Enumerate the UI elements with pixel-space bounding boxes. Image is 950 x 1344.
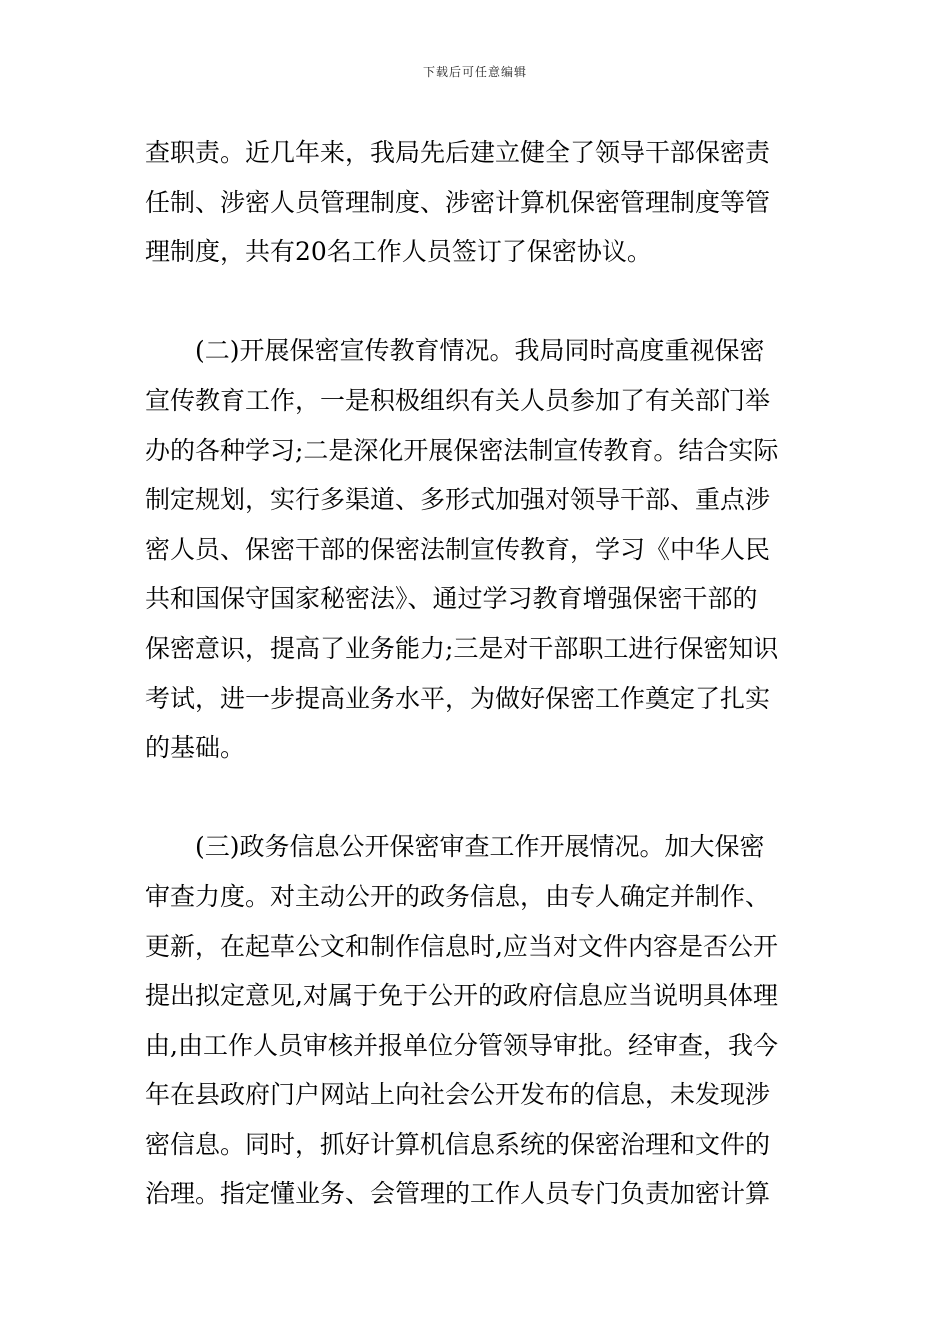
text-line: 宣传教育工作，一是积极组织有关人员参加了有关部门举 [145,385,771,415]
text-line: 考试，进一步提高业务水平，为做好保密工作奠定了扎实 [145,683,771,713]
text-line: 共和国保守国家秘密法》、通过学习教育增强保密干部的 [145,584,758,614]
text-line: 年在县政府门户网站上向社会公开发布的信息，未发现涉 [145,1080,771,1110]
text-line: 更新，在起草公文和制作信息时,应当对文件内容是否公开 [145,931,778,961]
text-line: 制定规划，实行多渠道、多形式加强对领导干部、重点涉 [145,485,771,515]
text-line: 治理。指定懂业务、会管理的工作人员专门负责加密计算 [145,1179,771,1209]
paragraph-education [145,326,810,772]
text-line: 查职责。近几年来，我局先后建立健全了领导干部保密责 [145,138,771,167]
text-line: (三)政务信息公开保密审查工作开展情况。加大保密 [195,832,765,862]
paragraph-duty-system [145,128,810,277]
text-line: 密信息。同时，抓好计算机信息系统的保密治理和文件的 [145,1129,771,1159]
text-line: 任制、涉密人员管理制度、涉密计算机保密管理制度等管 [145,187,771,217]
text-line: 由,由工作人员审核并报单位分管领导审批。经审查，我今 [145,1030,778,1060]
text-line: 密人员、保密干部的保密法制宣传教育，学习《中华人民 [145,534,771,564]
paragraph-spacer [145,277,810,327]
text-line: 审查力度。对主动公开的政务信息，由专人确定并制作、 [145,881,771,911]
text-line: 提出拟定意见,对属于免于公开的政府信息应当说明具体理 [145,981,778,1011]
paragraph-spacer [145,773,810,823]
text-line: 保密意识，提高了业务能力;三是对干部职工进行保密知识 [145,633,779,663]
page-header: 下载后可任意编辑 [422,65,527,79]
document-body [145,128,810,1219]
text-line: (二)开展保密宣传教育情况。我局同时高度重视保密 [195,336,765,366]
text-line: 办的各种学习;二是深化开展保密法制宣传教育。结合实际 [145,435,779,465]
paragraph-info-disclosure [145,822,810,1219]
text-line: 理制度，共有20名工作人员签订了保密协议。 [145,237,652,267]
text-line: 的基础。 [145,733,246,763]
